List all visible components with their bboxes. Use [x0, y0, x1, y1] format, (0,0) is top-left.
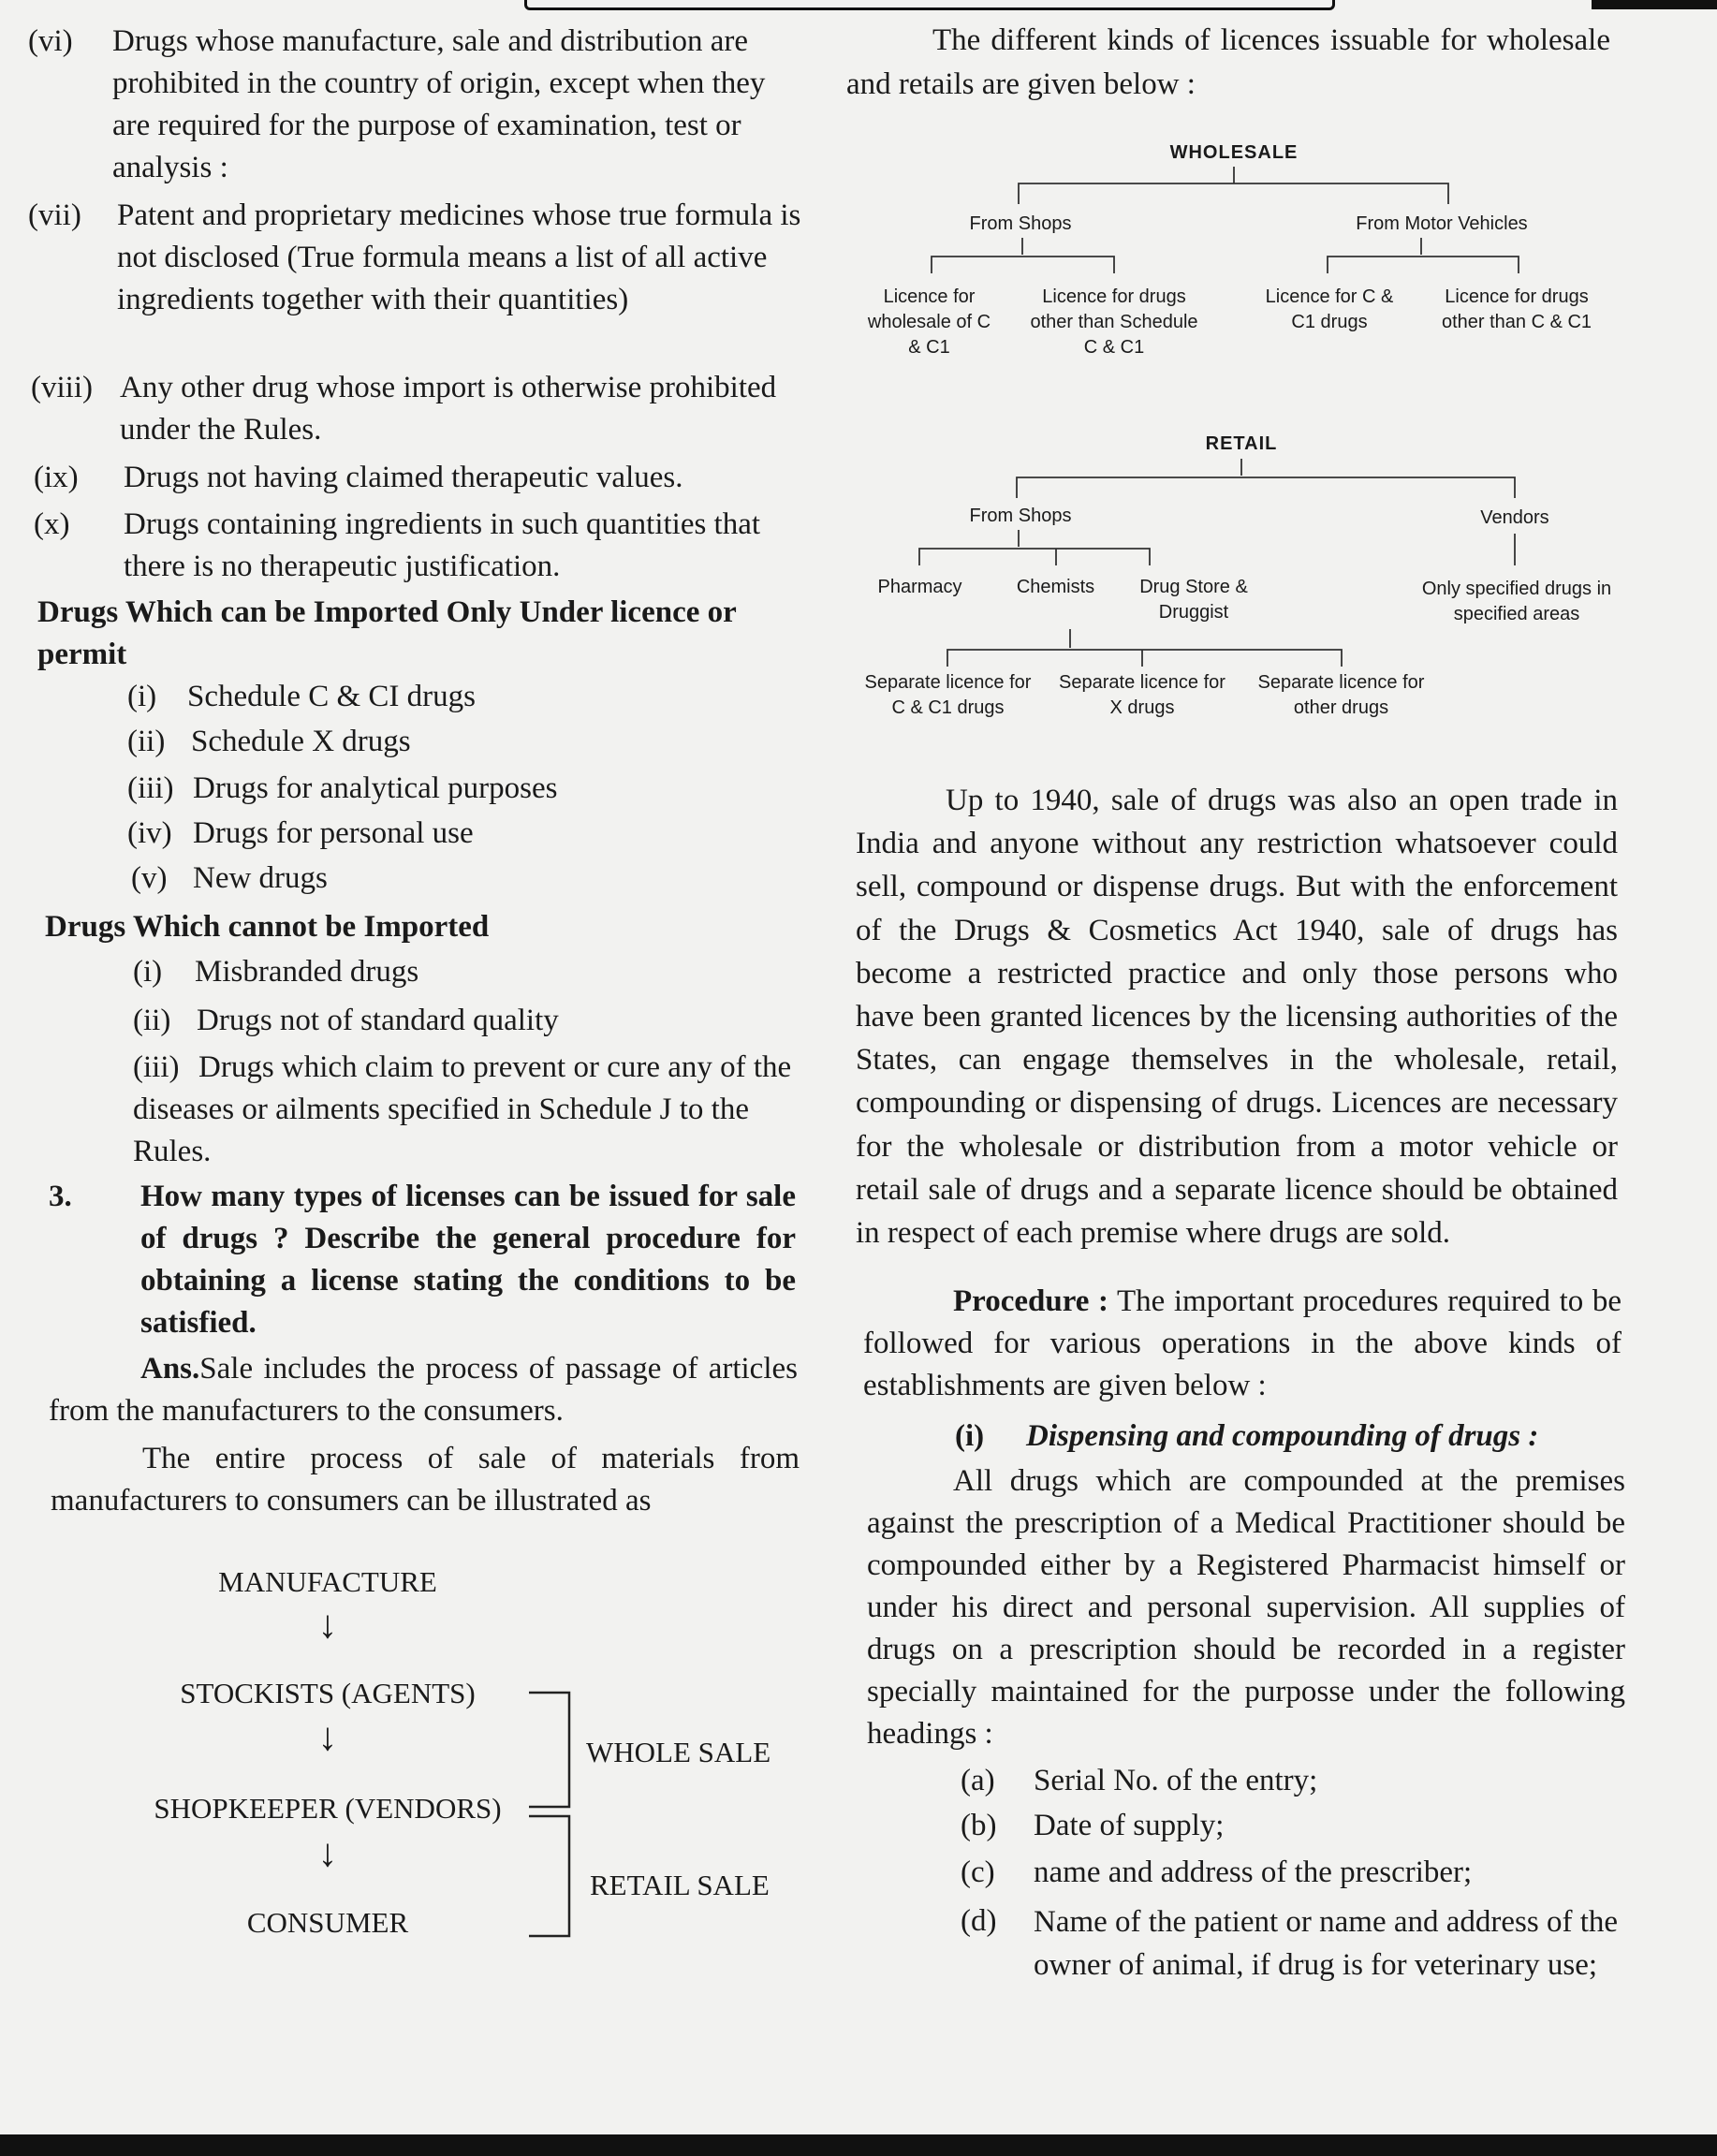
tree-leaf: Licence for drugs other than C & C1 — [1441, 286, 1592, 332]
flow-step-stockists: STOCKISTS (AGENTS) — [180, 1677, 476, 1709]
flow-step-shopkeeper: SHOPKEEPER (VENDORS) — [154, 1792, 502, 1825]
tree-leaf: Chemists — [1016, 577, 1095, 597]
page-bottom-border — [0, 2134, 1717, 2156]
tree-leaf: Separate licence for other drugs — [1257, 672, 1425, 718]
paragraph: The different kinds of licences issuable for wholesale and retails are given below : — [846, 23, 1610, 101]
flow-step-manufacture: MANUFACTURE — [218, 1565, 437, 1598]
paragraph: The entire process of sale of materials from manufacturers to consumers can be illustrated as — [51, 1442, 800, 1518]
down-arrow-icon: ↓ — [317, 1604, 338, 1647]
paragraph: All drugs which are compounded at the premises against the prescription of a Medical Practitioner should be compounded either by a Registered Pharmacist himself or under his direct and personal supervision. All supplies of drugs on a prescription should be recorded in a register specially maintained for the purposse under the following headings : — [867, 1464, 1625, 1751]
tree-node: From Shops — [969, 506, 1072, 526]
tree-leaf: Separate licence for C & C1 drugs — [864, 672, 1032, 718]
tree-node: From Shops — [969, 213, 1072, 234]
tree-leaf: Licence for drugs other than Schedule C & C1 — [1030, 286, 1198, 358]
down-arrow-icon: ↓ — [317, 1716, 338, 1759]
procedure-paragraph: Procedure : The important procedures required to be followed for various operations in the above kinds of establishments are given below : — [863, 1284, 1622, 1402]
answer-paragraph: Ans.Sale includes the process of passage of articles from the manufacturers to the consumers. — [49, 1352, 798, 1428]
tree-node: From Motor Vehicles — [1356, 213, 1528, 234]
tree-leaf: Only specified drugs in specified areas — [1421, 579, 1612, 624]
tree-leaf: Licence for C & C1 drugs — [1265, 286, 1394, 332]
down-arrow-icon: ↓ — [317, 1832, 338, 1875]
section-heading: Drugs Which cannot be Imported — [45, 910, 490, 944]
tree-root-wholesale: WHOLESALE — [1169, 142, 1299, 163]
tree-node: Vendors — [1480, 507, 1549, 528]
tree-leaf: Drug Store & Druggist — [1139, 577, 1248, 623]
section-heading: Drugs Which can be Imported Only Under licence or permit — [37, 595, 737, 671]
paragraph: Up to 1940, sale of drugs was also an open trade in India and anyone without any restriction whatsoever could sell, compound or dispense drugs. But with the enforcement of the Drugs & Cosmetics Act 1940, sale of drugs has become a restricted practice and only those persons who have been granted licences by the licensing authorities of the States, can engage themselves in the wholesale, retail, compounding or dispensing of drugs. Licences are necessary for the wholesale or distribution from a motor vehicle or retail sale of drugs and a separate licence should be obtained in respect of each premise where drugs are sold. — [856, 784, 1618, 1251]
flow-step-consumer: CONSUMER — [246, 1906, 409, 1939]
tree-leaf: Pharmacy — [877, 577, 962, 597]
tree-leaf: Licence for wholesale of C & C1 — [867, 286, 991, 358]
wholesale-label: WHOLE SALE — [586, 1736, 771, 1768]
tree-root-retail: RETAIL — [1205, 433, 1278, 454]
tree-leaf: Separate licence for X drugs — [1059, 672, 1225, 718]
retail-label: RETAIL SALE — [590, 1869, 770, 1901]
